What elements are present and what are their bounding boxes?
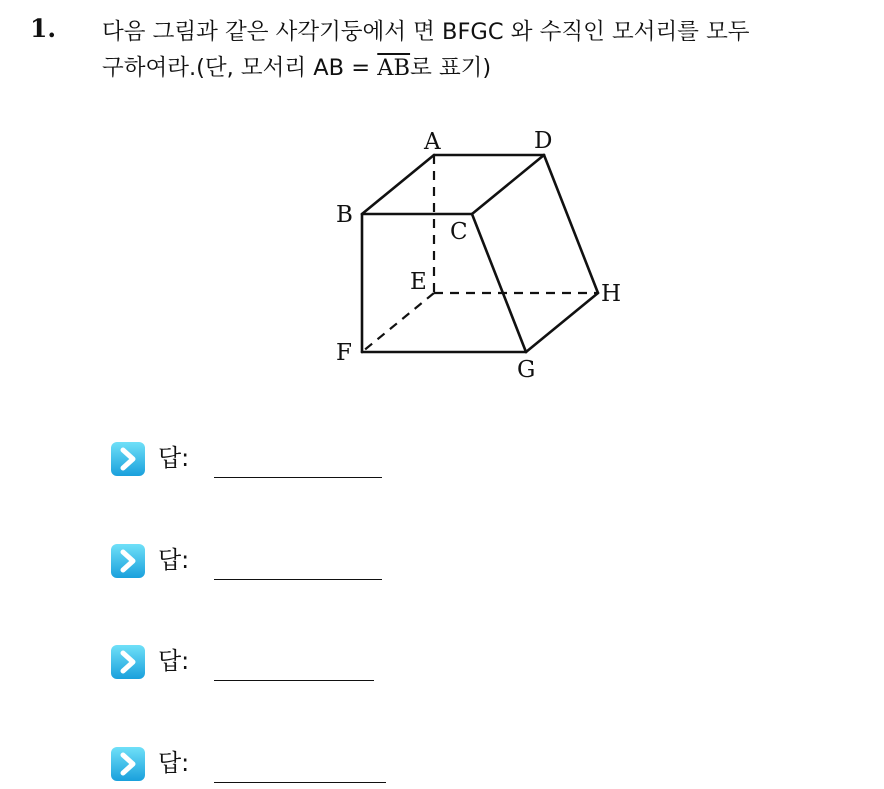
edge-CG [472,214,526,352]
chevron-right-icon [110,644,146,680]
answer-blank-2[interactable] [214,579,382,580]
question-text [102,14,872,86]
answer-label: 답: [158,546,190,574]
question-line-2-prefix: 구하여라.(단, 모서리 AB = [102,55,378,81]
answer-row-3 [110,644,430,684]
answer-label: 답: [158,647,190,675]
edge-CD [472,155,544,214]
vertex-label-G: G [517,357,536,383]
answer-row-4 [110,746,430,786]
answer-blank-4[interactable] [214,782,386,783]
vertex-label-H: H [601,281,622,307]
answer-blank-3[interactable] [214,680,374,681]
answer-row-2 [110,543,430,583]
chevron-right-icon [110,441,146,477]
vertex-label-A: A [424,129,441,155]
chevron-right-icon [110,543,146,579]
vertex-label-E: E [410,269,427,295]
question-line-1: 다음 그림과 같은 사각기둥에서 면 BFGC 와 수직인 모서리를 모두 [102,19,750,45]
answer-row-1 [110,441,430,481]
answer-label: 답: [158,749,190,777]
question-line-2 [102,50,872,86]
edge-DH [544,155,598,293]
overline-edge-notation: $\overline{AB}$ [377,55,411,81]
vertex-label-D: D [534,128,553,154]
question-number: 1. [30,14,57,43]
answer-blank-1[interactable] [214,477,382,478]
chevron-right-icon [110,746,146,782]
vertex-label-B: B [336,202,353,228]
question-line-2-suffix: 로 표기) [410,55,492,81]
vertex-label-C: C [450,219,468,245]
edge-EF [362,293,434,352]
prism-figure [300,118,640,388]
vertex-label-F: F [336,340,352,366]
edge-AB [362,155,434,214]
answer-label: 답: [158,444,190,472]
edge-GH [526,293,598,352]
